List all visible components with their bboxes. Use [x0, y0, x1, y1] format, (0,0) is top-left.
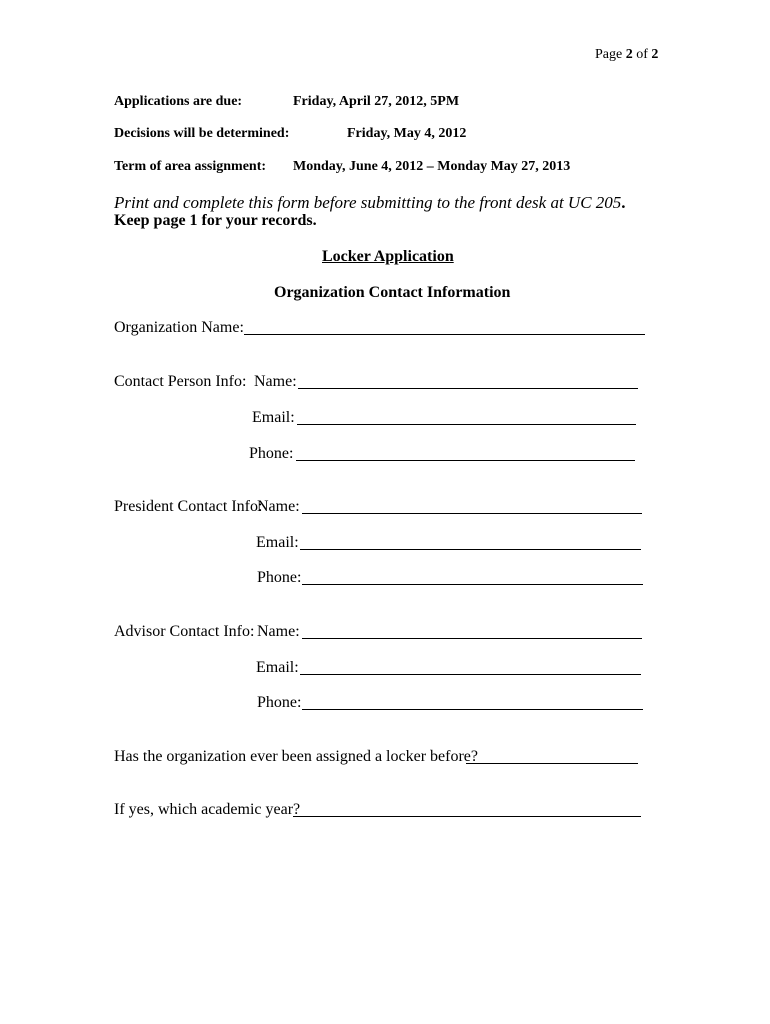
locker-question: Has the organization ever been assigned a locker before? [114, 748, 478, 765]
instructions-text: Print and complete this form before submitting to the front desk at UC 205 [114, 193, 622, 212]
contact-name-field[interactable] [298, 388, 638, 389]
advisor-email-label: Email: [256, 659, 299, 676]
year-answer-field[interactable] [293, 816, 641, 817]
page-label: Page [595, 47, 626, 62]
form-subtitle: Organization Contact Information [274, 284, 511, 301]
president-name-label: Name: [257, 498, 300, 515]
term-label: Term of area assignment: [114, 159, 267, 174]
president-label: President Contact Info: [114, 498, 263, 515]
president-phone-field[interactable] [302, 584, 643, 585]
advisor-name-label: Name: [257, 623, 300, 640]
advisor-phone-field[interactable] [302, 709, 643, 710]
org-name-field[interactable] [244, 334, 645, 335]
org-name-label: Organization Name: [114, 319, 244, 336]
president-email-field[interactable] [300, 549, 641, 550]
advisor-email-field[interactable] [300, 674, 641, 675]
advisor-phone-label: Phone: [257, 694, 302, 711]
term-value: Monday, June 4, 2012 – Monday May 27, 2013 [293, 159, 571, 174]
decision-label: Decisions will be determined: [114, 126, 290, 141]
page-of: of [632, 47, 652, 62]
contact-phone-field[interactable] [296, 460, 635, 461]
instructions-period: . [621, 193, 626, 212]
president-phone-label: Phone: [257, 569, 302, 586]
due-label: Applications are due: [114, 94, 243, 109]
locker-answer-field[interactable] [466, 763, 638, 764]
contact-name-label: Name: [254, 373, 297, 390]
advisor-label: Advisor Contact Info: [114, 623, 255, 640]
contact-email-label: Email: [252, 409, 295, 426]
decision-value: Friday, May 4, 2012 [347, 126, 467, 141]
president-name-field[interactable] [302, 513, 642, 514]
form-title: Locker Application [322, 248, 454, 265]
page-current: 2 [625, 47, 633, 62]
advisor-name-field[interactable] [302, 638, 642, 639]
year-question: If yes, which academic year? [114, 801, 301, 818]
contact-email-field[interactable] [297, 424, 636, 425]
instructions [114, 193, 626, 213]
due-value: Friday, April 27, 2012, 5PM [293, 94, 460, 109]
president-email-label: Email: [256, 534, 299, 551]
page-number [595, 47, 658, 63]
page-total: 2 [651, 47, 659, 62]
keep-note: Keep page 1 for your records. [114, 212, 317, 229]
contact-phone-label: Phone: [249, 445, 294, 462]
contact-label: Contact Person Info: [114, 373, 247, 390]
